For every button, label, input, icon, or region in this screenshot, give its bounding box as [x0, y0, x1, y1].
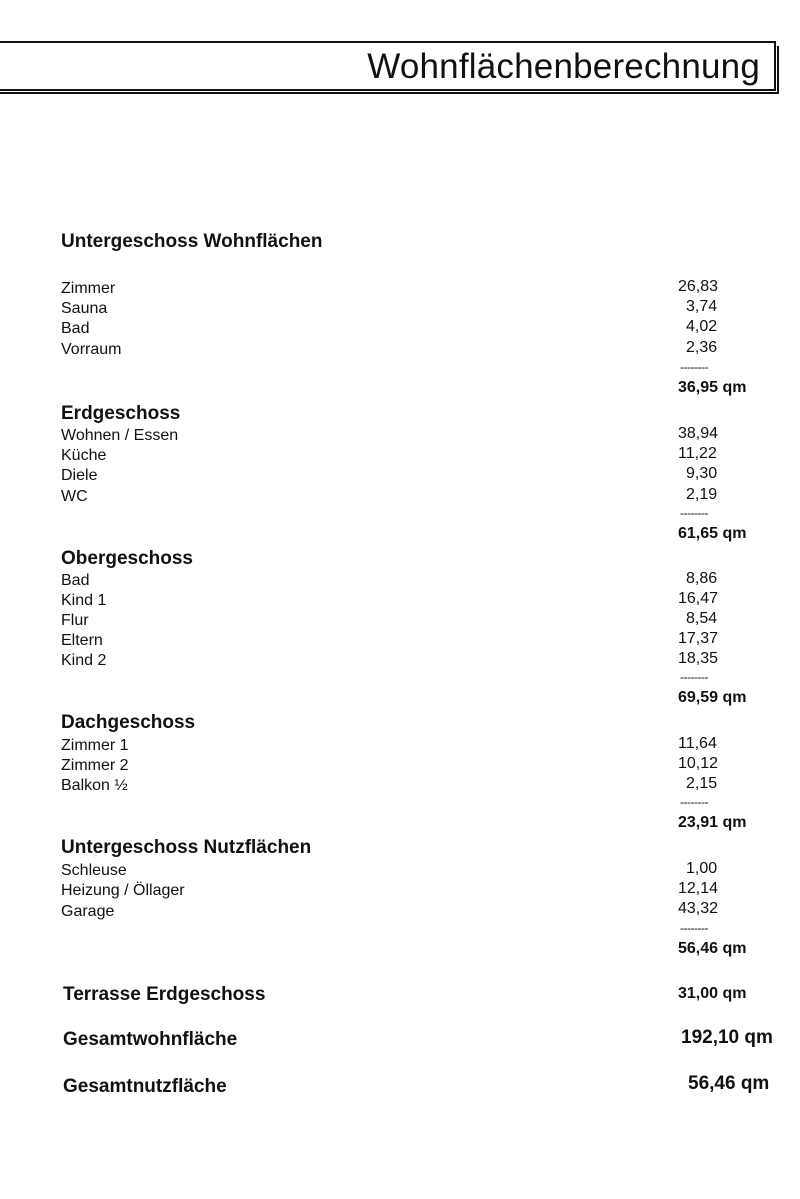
item-label: Bad: [61, 572, 90, 589]
item-value: 1,00: [686, 860, 718, 877]
item-label: Zimmer: [61, 280, 116, 297]
document-title: Wohnflächenberechnung: [367, 47, 760, 86]
subtotal-separator: --------: [680, 795, 708, 809]
item-value: 2,15: [686, 775, 718, 792]
section-subtotal: 61,65 qm: [678, 525, 747, 542]
item-value: 16,47: [678, 590, 719, 607]
item-label: WC: [61, 488, 88, 505]
summary-value-gesamtnutzflaeche: 56,46 qm: [688, 1073, 770, 1094]
item-value: 9,30: [686, 465, 718, 482]
item-value: 26,83: [678, 278, 719, 295]
item-label: Bad: [61, 320, 90, 337]
section-heading-erdgeschoss: Erdgeschoss: [61, 403, 181, 424]
subtotal-separator: --------: [680, 670, 708, 684]
item-label: Balkon ½: [61, 777, 128, 794]
item-value: 11,64: [678, 735, 717, 752]
item-label: Sauna: [61, 300, 108, 317]
item-value: 4,02: [686, 318, 718, 335]
item-value: 8,54: [686, 610, 718, 627]
subtotal-separator: --------: [680, 921, 708, 935]
item-value: 8,86: [686, 570, 718, 587]
subtotal-separator: --------: [680, 360, 708, 374]
item-value: 2,36: [686, 339, 718, 356]
item-label: Zimmer 2: [61, 757, 129, 774]
item-label: Heizung / Öllager: [61, 882, 185, 899]
item-value: 38,94: [678, 425, 719, 442]
section-subtotal: 36,95 qm: [678, 379, 747, 396]
summary-label-gesamtwohnflaeche: Gesamtwohnfläche: [63, 1029, 238, 1050]
item-value: 3,74: [686, 298, 718, 315]
item-value: 11,22: [678, 445, 717, 462]
section-heading-untergeschoss-wohnflaechen: Untergeschoss Wohnflächen: [61, 231, 323, 252]
item-value: 18,35: [678, 650, 719, 667]
section-subtotal: 56,46 qm: [678, 940, 747, 957]
section-subtotal: 69,59 qm: [678, 689, 747, 706]
item-value: 12,14: [678, 880, 719, 897]
summary-label-terrasse: Terrasse Erdgeschoss: [63, 984, 266, 1005]
subtotal-separator: --------: [680, 506, 708, 520]
item-value: 43,32: [678, 900, 719, 917]
item-label: Schleuse: [61, 862, 127, 879]
section-heading-dachgeschoss: Dachgeschoss: [61, 712, 196, 733]
section-subtotal: 23,91 qm: [678, 814, 747, 831]
item-label: Garage: [61, 903, 115, 920]
item-label: Vorraum: [61, 341, 122, 358]
item-value: 17,37: [678, 630, 719, 647]
item-label: Zimmer 1: [61, 737, 129, 754]
section-heading-obergeschoss: Obergeschoss: [61, 548, 193, 569]
item-label: Diele: [61, 467, 98, 484]
section-heading-untergeschoss-nutzflaechen: Untergeschoss Nutzflächen: [61, 837, 312, 858]
item-value: 2,19: [686, 486, 718, 503]
item-label: Eltern: [61, 632, 103, 649]
item-label: Kind 1: [61, 592, 107, 609]
summary-value-terrasse: 31,00 qm: [678, 985, 747, 1002]
title-banner: [0, 41, 776, 91]
item-label: Wohnen / Essen: [61, 427, 179, 444]
item-label: Kind 2: [61, 652, 107, 669]
item-label: Küche: [61, 447, 107, 464]
item-value: 10,12: [678, 755, 719, 772]
item-label: Flur: [61, 612, 89, 629]
summary-label-gesamtnutzflaeche: Gesamtnutzfläche: [63, 1076, 227, 1097]
summary-value-gesamtwohnflaeche: 192,10 qm: [681, 1027, 773, 1048]
